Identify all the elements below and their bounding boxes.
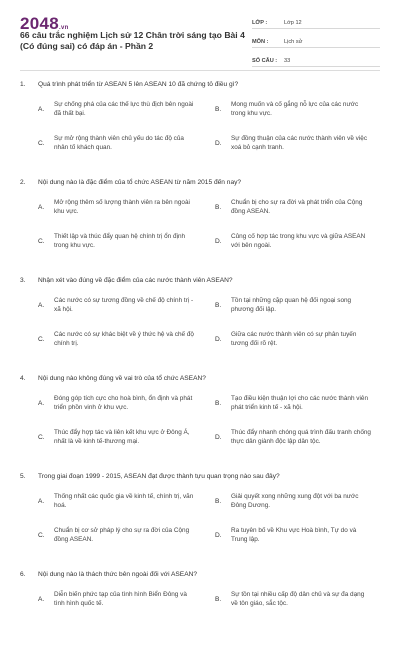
- option-letter: A.: [38, 497, 45, 505]
- option-letter: A.: [38, 399, 45, 407]
- option-b[interactable]: [215, 392, 380, 414]
- option-b[interactable]: [215, 294, 380, 316]
- info-row-subject: [252, 34, 380, 48]
- option-text: Thống nhất các quốc gia về kinh tế, chính trị, văn hoá.: [54, 492, 194, 509]
- info-value: 33: [284, 58, 291, 64]
- option-text: Các nước có sự tương đồng về chế độ chính trị - xã hội.: [54, 296, 194, 313]
- option-text: Sự đồng thuận của các nước thành viên về việc xoá bỏ cạnh tranh.: [231, 134, 368, 151]
- question-text: Nhận xét vào đúng về đặc điểm của các nước thành viên ASEAN?: [38, 277, 233, 284]
- info-label: LỚP :: [252, 20, 268, 26]
- option-b[interactable]: [215, 196, 380, 218]
- option-c[interactable]: [38, 230, 203, 252]
- option-letter: B.: [215, 497, 222, 505]
- option-c[interactable]: [38, 524, 203, 546]
- option-letter: B.: [215, 105, 222, 113]
- option-text: Sự tồn tại nhiều cấp độ dân chủ và sự đa dạng về tôn giáo, sắc tộc.: [231, 590, 365, 607]
- option-letter: C.: [38, 335, 45, 343]
- option-a[interactable]: [38, 588, 203, 610]
- option-letter: D.: [215, 139, 222, 147]
- question-number: 1.: [20, 81, 26, 88]
- option-b[interactable]: [215, 490, 380, 512]
- question-number: 2.: [20, 179, 26, 186]
- question-text: Trong giai đoạn 1999 - 2015, ASEAN đạt được thành tựu quan trọng nào sau đây?: [38, 473, 280, 480]
- question-1: [20, 80, 380, 178]
- option-letter: D.: [215, 531, 222, 539]
- option-a[interactable]: [38, 490, 203, 512]
- option-letter: D.: [215, 335, 222, 343]
- option-letter: A.: [38, 595, 45, 603]
- question-3: [20, 276, 380, 374]
- option-text: Mở rộng thêm số lượng thành viên ra bên ngoài khu vực.: [54, 198, 190, 215]
- option-d[interactable]: [215, 328, 380, 350]
- option-letter: D.: [215, 237, 222, 245]
- logo-main: 2048: [20, 14, 60, 33]
- option-d[interactable]: [215, 426, 380, 448]
- answer-options: [20, 588, 380, 610]
- question-text: Nội dung nào không đúng về vai trò của tổ chức ASEAN?: [38, 375, 206, 382]
- option-letter: A.: [38, 203, 45, 211]
- option-text: Tồn tại những cặp quan hệ đối ngoại song phương đối lập.: [231, 296, 352, 313]
- option-text: Đóng góp tích cực cho hoà bình, ổn định và phát triển phồn vinh ở khu vực.: [54, 394, 193, 411]
- question-number: 6.: [20, 571, 26, 578]
- option-letter: A.: [38, 105, 45, 113]
- option-text: Củng cố hợp tác trong khu vực và giữa ASEAN với bên ngoài.: [231, 232, 366, 249]
- option-letter: B.: [215, 399, 222, 407]
- answer-options: [20, 392, 380, 448]
- question-number: 5.: [20, 473, 26, 480]
- question-4: [20, 374, 380, 472]
- question-6: [20, 570, 380, 668]
- option-text: Diễn biến phức tạp của tình hình Biển Đông và tình hình quốc tế.: [54, 590, 187, 607]
- question-text: Nội dung nào là thách thức bên ngoài đối với ASEAN?: [38, 571, 198, 578]
- option-letter: D.: [215, 433, 222, 441]
- logo-suffix: .vn: [59, 25, 69, 31]
- question-text: Nội dung nào là đặc điểm của tổ chức ASEAN từ năm 2015 đến nay?: [38, 179, 242, 186]
- option-a[interactable]: [38, 392, 203, 414]
- option-text: Các nước có sự khác biệt về ý thức hệ và chế độ chính trị.: [54, 330, 194, 347]
- option-text: Sự mở rộng thành viên chủ yếu do tác độ của nhân tố khách quan.: [54, 134, 184, 151]
- option-a[interactable]: [38, 98, 203, 120]
- option-text: Thúc đẩy nhanh chóng quá trình đấu tranh chống thực dân giành độc lập dân tộc.: [231, 428, 371, 445]
- info-row-class: [252, 15, 380, 29]
- option-letter: B.: [215, 203, 222, 211]
- info-value: Lịch sử: [284, 39, 303, 45]
- option-c[interactable]: [38, 328, 203, 350]
- option-text: Chuẩn bị cho sự ra đời và phát triển của Cộng đồng ASEAN.: [231, 198, 363, 215]
- option-text: Thúc đẩy hợp tác và liên kết khu vực ở Đông Á, nhất là về kinh tế-thương mại.: [54, 428, 190, 445]
- option-d[interactable]: [215, 230, 380, 252]
- answer-options: [20, 294, 380, 350]
- option-text: Sự chống phá của các thế lực thù địch bên ngoài đã thất bại.: [54, 100, 194, 117]
- option-letter: C.: [38, 139, 45, 147]
- option-c[interactable]: [38, 132, 203, 154]
- option-text: Mong muốn và cố gắng nỗ lực của các nước trong khu vực.: [231, 100, 359, 117]
- document-title: 66 câu trắc nghiệm Lịch sử 12 Chân trời sáng tạo Bài 4 (Có đúng sai) có đáp án - Phần 2: [20, 30, 245, 51]
- option-d[interactable]: [215, 132, 380, 154]
- option-text: Tạo điều kiện thuận lợi cho các nước thành viên phát triển kinh tế - xã hội.: [231, 394, 369, 411]
- question-text: Quá trình phát triển từ ASEAN 5 lên ASEAN 10 đã chứng tỏ điều gì?: [38, 81, 239, 88]
- option-text: Chuẩn bị cơ sở pháp lý cho sự ra đời của Cộng đồng ASEAN.: [54, 526, 190, 543]
- option-a[interactable]: [38, 196, 203, 218]
- answer-options: [20, 98, 380, 154]
- option-a[interactable]: [38, 294, 203, 316]
- info-label: MÔN :: [252, 39, 269, 45]
- info-value: Lớp 12: [284, 20, 302, 26]
- option-c[interactable]: [38, 426, 203, 448]
- info-label: SỐ CÂU :: [252, 58, 278, 64]
- question-number: 4.: [20, 375, 26, 382]
- question-5: [20, 472, 380, 570]
- answer-options: [20, 490, 380, 546]
- option-letter: A.: [38, 301, 45, 309]
- question-number: 3.: [20, 277, 26, 284]
- option-d[interactable]: [215, 524, 380, 546]
- option-text: Giải quyết xong những xung đột với ba nước Đông Dương.: [231, 492, 359, 509]
- option-text: Ra tuyên bố về Khu vực Hoà bình, Tự do và Trung lập.: [231, 526, 357, 543]
- page-header: [0, 0, 400, 62]
- option-letter: C.: [38, 237, 45, 245]
- option-b[interactable]: [215, 588, 380, 610]
- document-info: [252, 15, 380, 72]
- option-letter: C.: [38, 433, 45, 441]
- option-letter: B.: [215, 595, 222, 603]
- option-letter: B.: [215, 301, 222, 309]
- option-letter: C.: [38, 531, 45, 539]
- header-divider: [20, 70, 380, 71]
- option-text: Thiết lập và thúc đẩy quan hệ chính trị ổn định trong khu vực.: [54, 232, 186, 249]
- answer-options: [20, 196, 380, 252]
- question-2: [20, 178, 380, 276]
- option-text: Giữa các nước thành viên có sự phân tuyến tương đối rõ rệt.: [231, 330, 357, 347]
- option-b[interactable]: [215, 98, 380, 120]
- question-list: [20, 80, 380, 668]
- info-row-count: [252, 53, 380, 67]
